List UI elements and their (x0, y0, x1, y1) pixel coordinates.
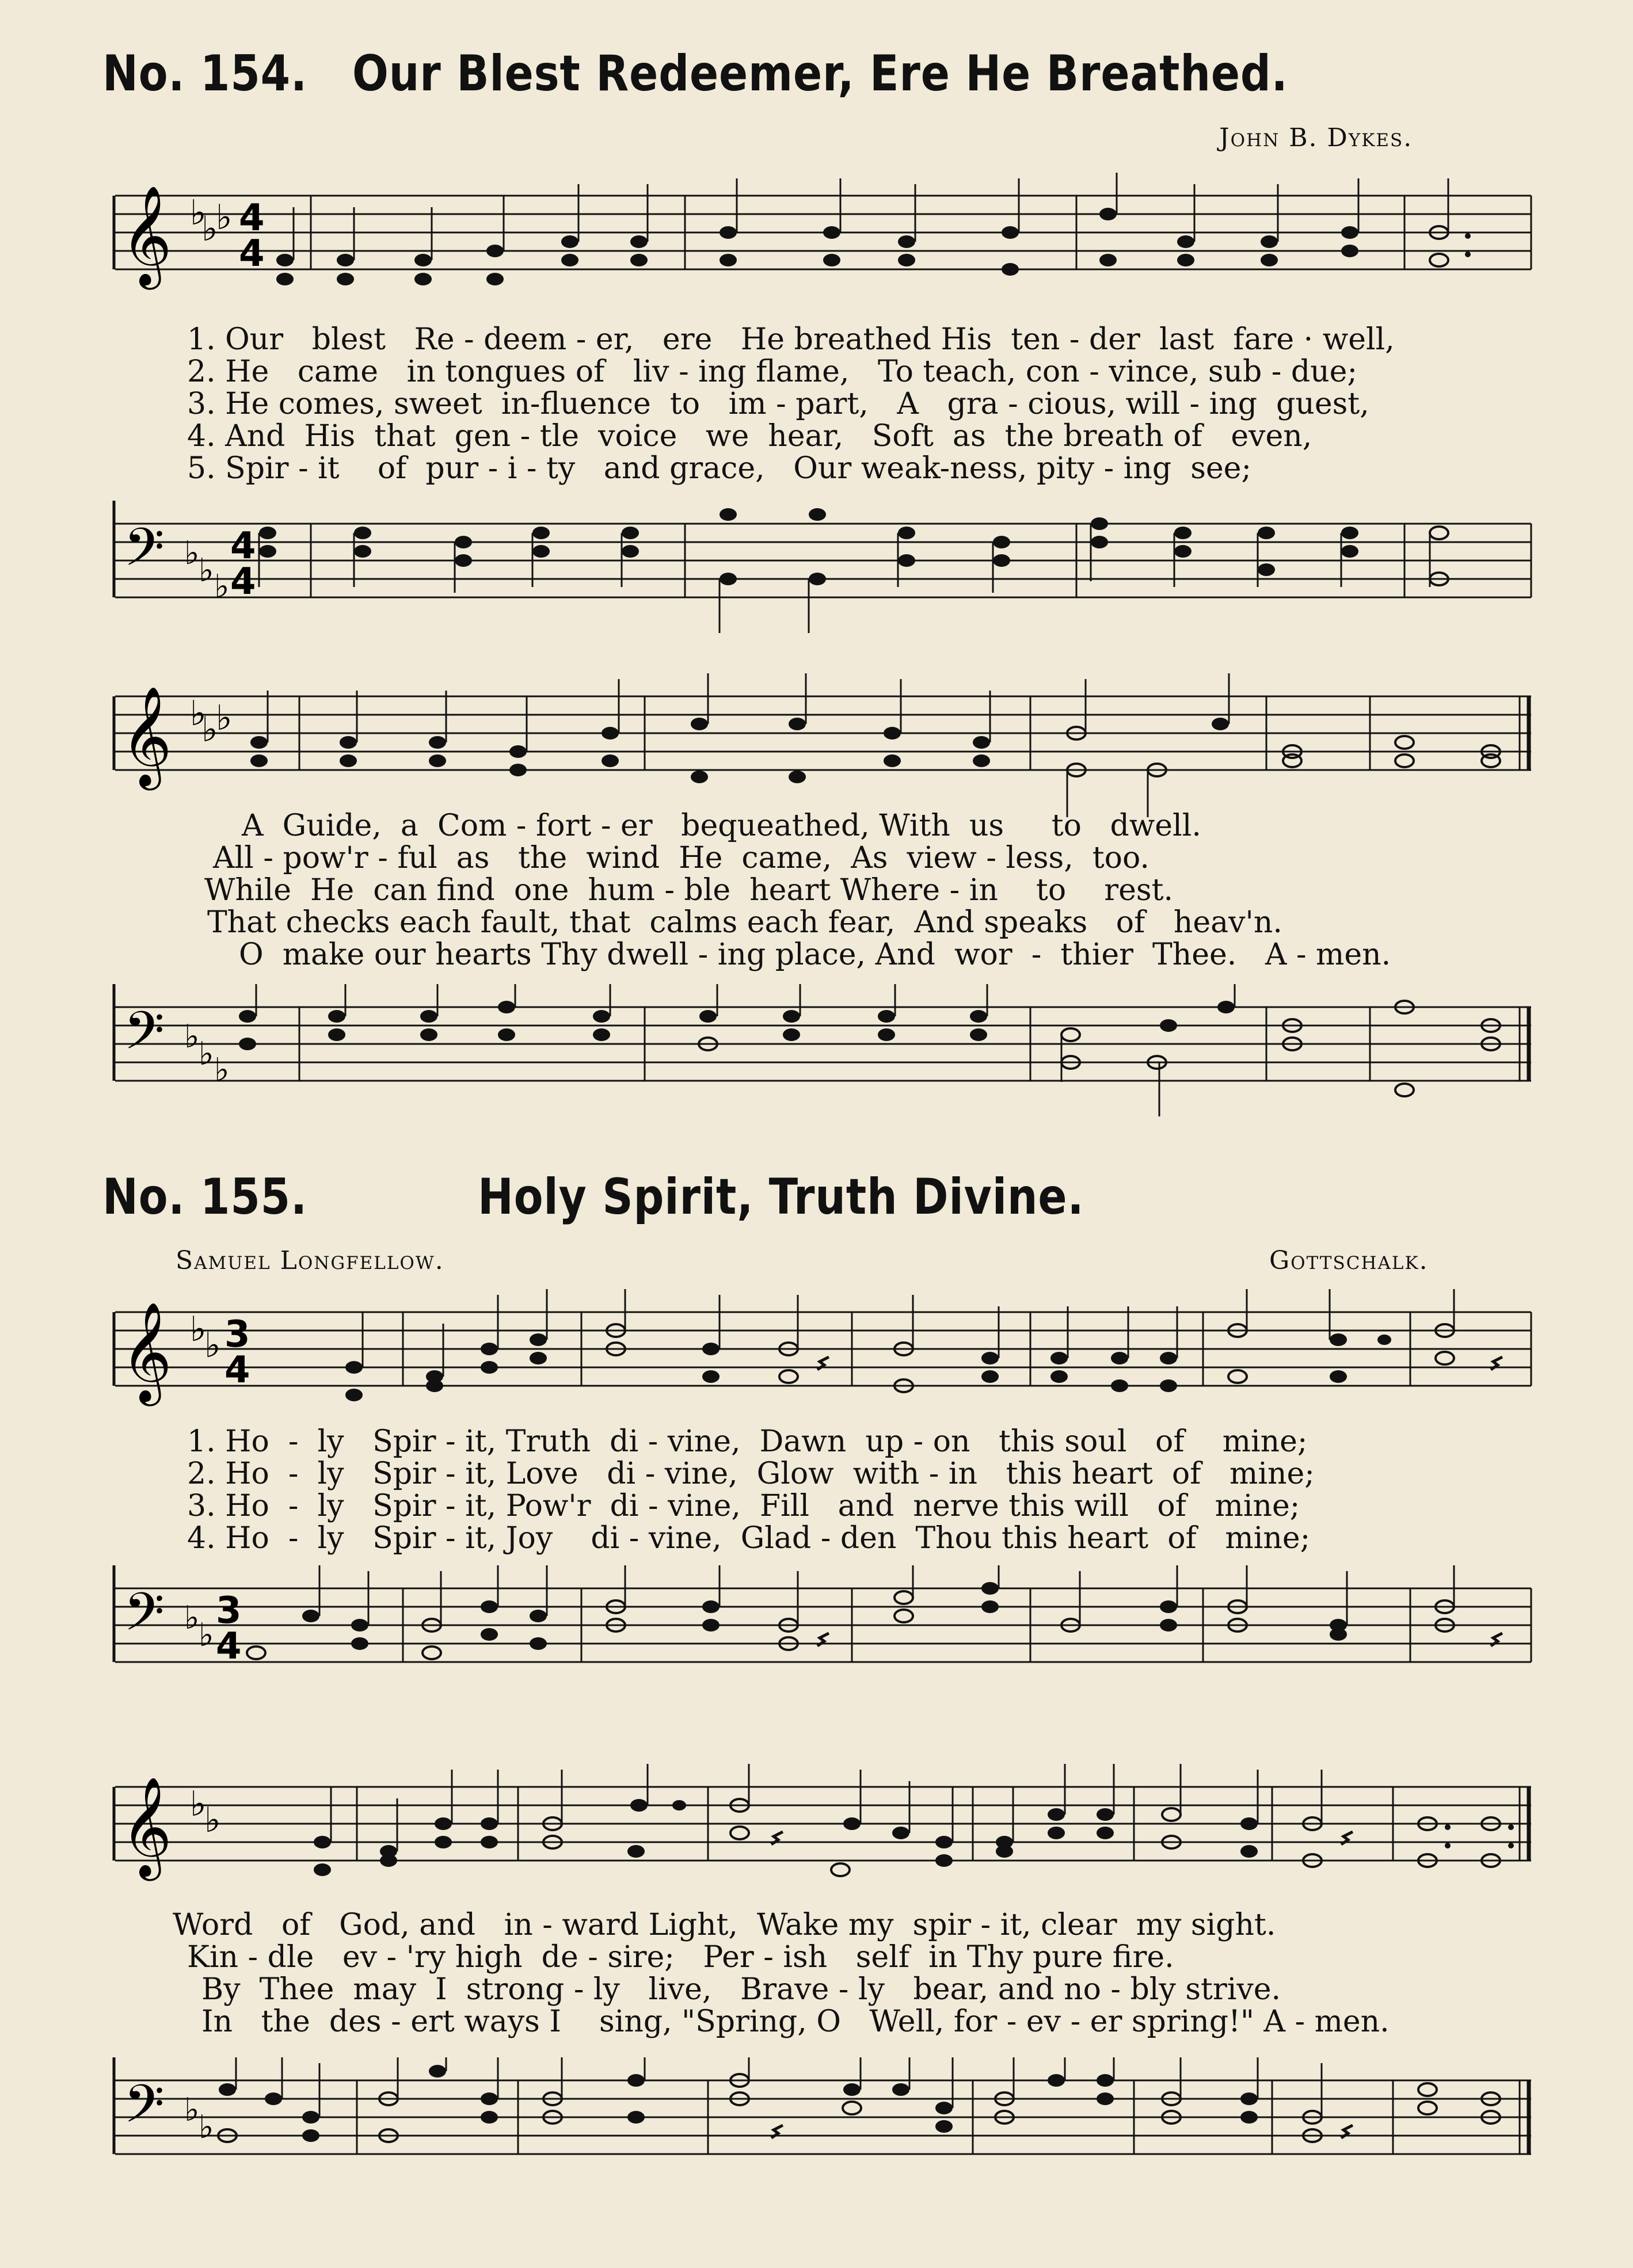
hymn-155-title: Holy Spirit, Truth Divine. (478, 1168, 1084, 1226)
lyric-line: 2. He came in tongues of liv - ing flame, To teach, con - vince, sub - due; (187, 355, 1357, 389)
lyric-line: 3. He comes, sweet in-fluence to im - part, A gra - cious, will - ing guest, (187, 387, 1369, 421)
hymn-154-system-2-treble-staff (0, 673, 1633, 823)
svg-text:♭: ♭ (201, 710, 218, 750)
lyric-line: O make our hearts Thy dwell - ing place, And wor - thier Thee. A - men. (239, 937, 1391, 972)
hymn-155-system-1-treble-staff (0, 1289, 1633, 1439)
hymn-155-system-1-bass-staff (0, 1565, 1633, 1715)
svg-text:4: 4 (239, 232, 265, 275)
svg-text:4: 4 (216, 1625, 242, 1668)
svg-text:♭: ♭ (190, 693, 207, 734)
lyric-line: That checks each fault, that calms each fear, And speaks of heav'n. (207, 905, 1282, 940)
svg-text:♭: ♭ (214, 1051, 230, 1089)
svg-text:♭: ♭ (190, 193, 207, 233)
lyric-line: While He can find one hum - ble heart Where - in to rest. (204, 873, 1173, 908)
treble-clef-icon: 𝄞 (121, 185, 172, 285)
hymn-154-number: No. 154. (102, 45, 307, 102)
svg-text:♭: ♭ (184, 1599, 200, 1637)
svg-text:♭: ♭ (199, 1035, 214, 1073)
svg-text:♭: ♭ (184, 535, 200, 572)
lyric-line: All - pow'r - ful as the wind He came, As view - less, too. (213, 841, 1149, 875)
svg-text:♭: ♭ (201, 209, 218, 249)
lyric-line: 5. Spir - it of pur - i - ty and grace, Our weak-ness, pity - ing see; (187, 451, 1251, 486)
svg-text:♭: ♭ (204, 1325, 221, 1366)
svg-text:4: 4 (224, 1349, 250, 1392)
svg-text:4: 4 (239, 197, 265, 239)
hymn-154-composer: John B. Dykes. (1219, 123, 1413, 153)
svg-text:♭: ♭ (216, 197, 233, 238)
svg-text:4: 4 (230, 561, 256, 603)
treble-clef-icon: 𝄞 (121, 1777, 172, 1877)
svg-text:♭: ♭ (190, 1784, 207, 1824)
lyric-line: 1. Our blest Re - deem - er, ere He breathed His ten - der last fare · well, (187, 322, 1395, 357)
lyric-line: In the des - ert ways I sing, "Spring, O Well, for - ev - er spring!" A - men. (201, 2004, 1390, 2039)
lyric-line: 4. And His that gen - tle voice we hear, Soft as the breath of even, (187, 419, 1312, 453)
lyric-line: A Guide, a Com - fort - er bequeathed, With us to dwell. (242, 809, 1201, 843)
bass-clef-icon: 𝄢 (124, 1000, 165, 1074)
hymn-155-number: No. 155. (102, 1168, 307, 1226)
treble-clef-icon: 𝄞 (121, 1302, 172, 1402)
hymn-154-title: Our Blest Redeemer, Ere He Breathed. (352, 45, 1288, 102)
svg-text:♭: ♭ (184, 2091, 200, 2129)
hymn-154-system-1-bass-staff (0, 501, 1633, 650)
svg-text:♭: ♭ (190, 1309, 207, 1350)
lyric-line: 1. Ho - ly Spir - it, Truth di - vine, Dawn up - on this soul of mine; (187, 1424, 1308, 1459)
lyric-line: 2. Ho - ly Spir - it, Love di - vine, Glow with - in this heart of mine; (187, 1457, 1315, 1491)
svg-text:♭: ♭ (214, 568, 230, 605)
svg-text:♭: ♭ (184, 1018, 200, 1055)
lyric-line: By Thee may I strong - ly live, Brave - ly bear, and no - bly strive. (201, 1972, 1281, 2007)
svg-text:♭: ♭ (199, 1617, 214, 1654)
lyric-line: Kin - dle ev - 'ry high de - sire; Per - ish self in Thy pure fire. (187, 1940, 1174, 1975)
svg-text:♭: ♭ (216, 698, 233, 738)
bass-clef-icon: 𝄢 (124, 2073, 165, 2147)
bass-clef-icon: 𝄢 (124, 1581, 165, 1655)
hymn-155-system-2-treble-staff (0, 1764, 1633, 1913)
svg-text:♭: ♭ (199, 552, 214, 589)
hymn-155-author: Samuel Longfellow. (176, 1246, 444, 1275)
svg-text:♭: ♭ (199, 2109, 214, 2146)
hymn-155-composer: Gottschalk. (1269, 1246, 1429, 1275)
lyric-line: 4. Ho - ly Spir - it, Joy di - vine, Glad - den Thou this heart of mine; (187, 1521, 1311, 1556)
hymn-155-system-2-bass-staff (0, 2057, 1633, 2207)
hymn-154-system-2-bass-staff (0, 984, 1633, 1134)
svg-text:3: 3 (216, 1589, 242, 1632)
svg-text:4: 4 (230, 525, 256, 567)
lyric-line: 3. Ho - ly Spir - it, Pow'r di - vine, Fill and nerve this will of mine; (187, 1489, 1300, 1523)
lyric-line: Word of God, and in - ward Light, Wake my spir - it, clear my sight. (173, 1908, 1276, 1942)
bass-clef-icon: 𝄢 (124, 517, 165, 590)
svg-text:♭: ♭ (204, 1800, 221, 1840)
svg-text:3: 3 (224, 1313, 250, 1356)
treble-clef-icon: 𝄞 (121, 686, 172, 786)
hymn-154-system-1-treble-staff (0, 173, 1633, 322)
